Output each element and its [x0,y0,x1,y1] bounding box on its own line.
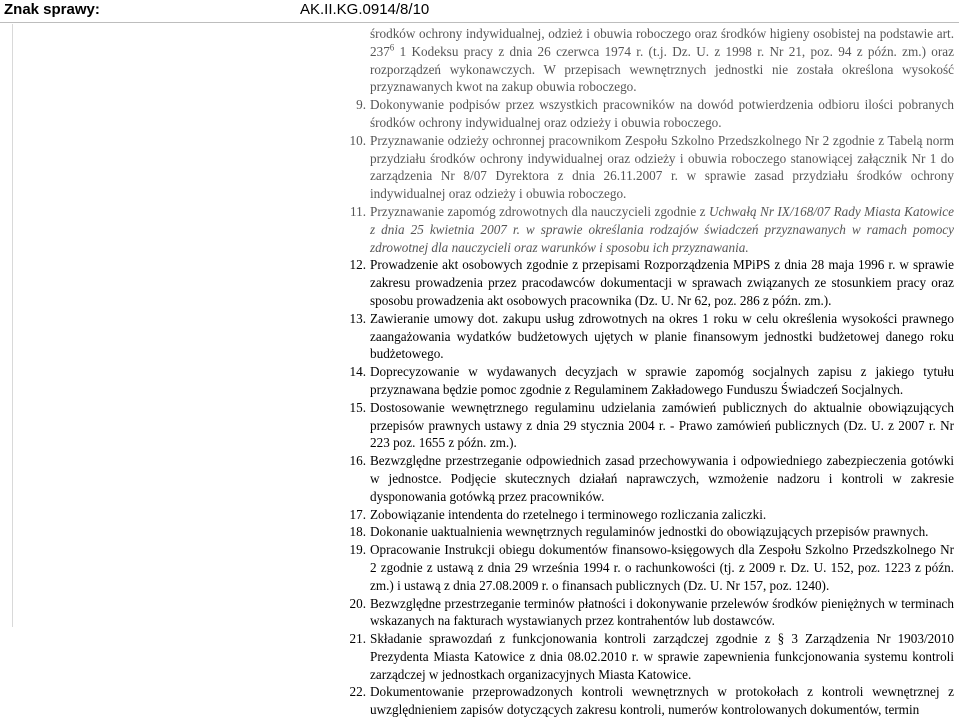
list-item-9 [356,96,954,132]
item-text: Zawieranie umowy dot. zakupu usług zdrowotnych na okres 1 roku w celu określenia wysokości prawnego zaangażowania wydatków budżetowych ujętych w planie finansowym jednostki budżetowej danego roku budżetowego. [370,310,954,362]
list-item-13 [349,310,954,363]
item-number: 22. [349,684,366,700]
item-number: 17. [349,506,366,522]
item-number: 15. [349,399,366,415]
intro-superscript: 6 [389,42,395,53]
item-number: 9. [356,97,366,113]
list-item-22 [349,683,954,719]
item-number: 21. [349,631,366,647]
item-text: Przyznawanie zapomóg zdrowotnych dla nauczycieli zgodnie z [370,203,709,219]
item-text: Składanie sprawozdań z funkcjonowania kontroli zarządczej zgodnie z § 3 Zarządzenia Nr 1903/2010 Prezydenta Miasta Katowice z dnia 08.02.2010 r. w sprawie zapewnienia funkcjonowania systemu kontroli zarządczej w jednostkach organizacyjnych Miasta Katowice. [370,631,954,682]
item-text: Przyznawanie odzieży ochronnej pracownikom Zespołu Szkolno Przedszkolnego Nr 2 zgodnie z Tabelą norm przydziału środków ochrony indywidualnej oraz odzieży i obuwia roboczego stanowiącej załącznik Nr 1 do zarządzenia Nr 8/07 Dyrektora z dnia 26.11.2007 r. w sprawie zasad przydziału środków ochrony indywidualnej oraz odzieży i obuwia roboczego. [370,132,954,202]
list-item-19 [349,541,954,594]
intro-text-b: 1 Kodeksu pracy z dnia 26 czerwca 1974 r. (t.j. Dz. U. z 1998 r. Nr 21, poz. 94 z późn. zm.) oraz rozporządzeń wykonawczych. W przepisach wewnętrznych jednostki nie została określona wysokość przyznawanych kwot na zakup obuwia roboczego. [370,43,954,95]
list-item-20 [349,595,954,631]
item-text: Doprecyzowanie w wydawanych decyzjach w sprawie zapomóg socjalnych zapisu z jakiego tytułu przyznawana będzie pomoc zgodnie z Regulaminem Zakładowego Funduszu Świadczeń Socjalnych. [370,364,954,397]
item-number: 14. [349,364,366,380]
list-item-21 [349,630,954,683]
list-item-10 [349,132,954,203]
item-number: 10. [349,132,366,148]
item-text: Dostosowanie wewnętrznego regulaminu udzielania zamówień publicznych do aktualnie obowiązujących przepisów prawnych ustawy z dnia 29 stycznia 2004 r. - Prawo zamówień publicznych (Dz. U. z 2007 r. Nr 223 poz. 1655 z późn. zm.). [370,399,954,451]
list-item-17 [349,506,954,524]
item-text: Dokonywanie podpisów przez wszystkich pracowników na dowód potwierdzenia odbioru ilości pobranych środków ochrony indywidualnej oraz odzieży i obuwia roboczego. [370,97,954,130]
list-item-14 [349,363,954,399]
item-number: 16. [349,453,366,469]
list-item-15 [349,399,954,452]
item-text: Prowadzenie akt osobowych zgodnie z przepisami Rozporządzenia MPiPS z dnia 28 maja 1996 r. w sprawie zakresu prowadzenia przez pracodawców dokumentacji w sprawach związanych ze stosunkiem pracy oraz sposobu prowadzenia akt osobowych pracownika (Dz. U. Nr 62, poz. 286 z późn. zm.). [370,257,954,308]
item-text: Bezwzględne przestrzeganie odpowiednich zasad przechowywania i odpowiedniego zabezpieczenia gotówki w jednostce. Podjęcie skutecznych działań naprawczych, wzmożenie nadzoru i kontroli w zakresie dysponowania gotówką przez pracowników. [370,453,954,504]
list-item-18 [349,523,954,541]
item-text: Opracowanie Instrukcji obiegu dokumentów finansowo-księgowych dla Zespołu Szkolno Przedszkolnego Nr 2 zgodnie z ustawą z dnia 29 września 1994 r. o rachunkowości (tj. z 2009 r. Dz. U. 152, poz. 1223 z późn. zm.) i ustawą z dnia 27.08.2009 r. o finansach publicznych (Dz. U. Nr 157, poz. 1240). [370,542,954,593]
item-number: 20. [349,595,366,611]
item-number: 12. [349,257,366,273]
item-text: Zobowiązanie intendenta do rzetelnego i terminowego rozliczania zaliczki. [370,506,767,522]
item-number: 19. [349,542,366,558]
item-text: Dokonanie uaktualnienia wewnętrznych regulaminów jednostki do obowiązujących przepisów prawnych. [370,524,929,540]
intro-text-a: środków ochrony indywidualnej, odzież i obuwia roboczego oraz środków higieny osobistej na podstawie art. 237 [370,26,954,59]
list-item-11 [350,203,954,256]
list-item-16 [349,452,954,505]
item-italic-text: Uchwałą Nr IX/168/07 Rady Miasta Katowice z dnia 25 kwietnia 2007 r. w sprawie określania rodzajów świadczeń przyznawanych w ramach pomocy zdrowotnej dla nauczycieli oraz warunków i sposobu ich przyznawania. [370,203,954,255]
case-number-value: AK.II.KG.0914/8/10 [300,1,430,18]
item-number: 18. [349,524,366,540]
item-text: Bezwzględne przestrzeganie terminów płatności i dokonywanie przelewów środków pieniężnych w terminach wskazanych na fakturach wystawianych przez kontrahentów lub dostawców. [370,595,954,629]
header-bar [0,0,959,23]
item-number: 13. [349,310,366,326]
item-number: 11. [350,203,366,219]
item-text: Dokumentowanie przeprowadzonych kontroli wewnętrznych w protokołach z kontroli wewnętrznej z uwzględnieniem zapisów dotyczących zakresu kontroli, numerów kontrolowanych dokumentów, termin [370,684,954,718]
intro-paragraph [370,25,954,96]
case-number-label: Znak sprawy: [4,1,100,18]
document-body [349,25,954,719]
list-item-12 [349,256,954,309]
